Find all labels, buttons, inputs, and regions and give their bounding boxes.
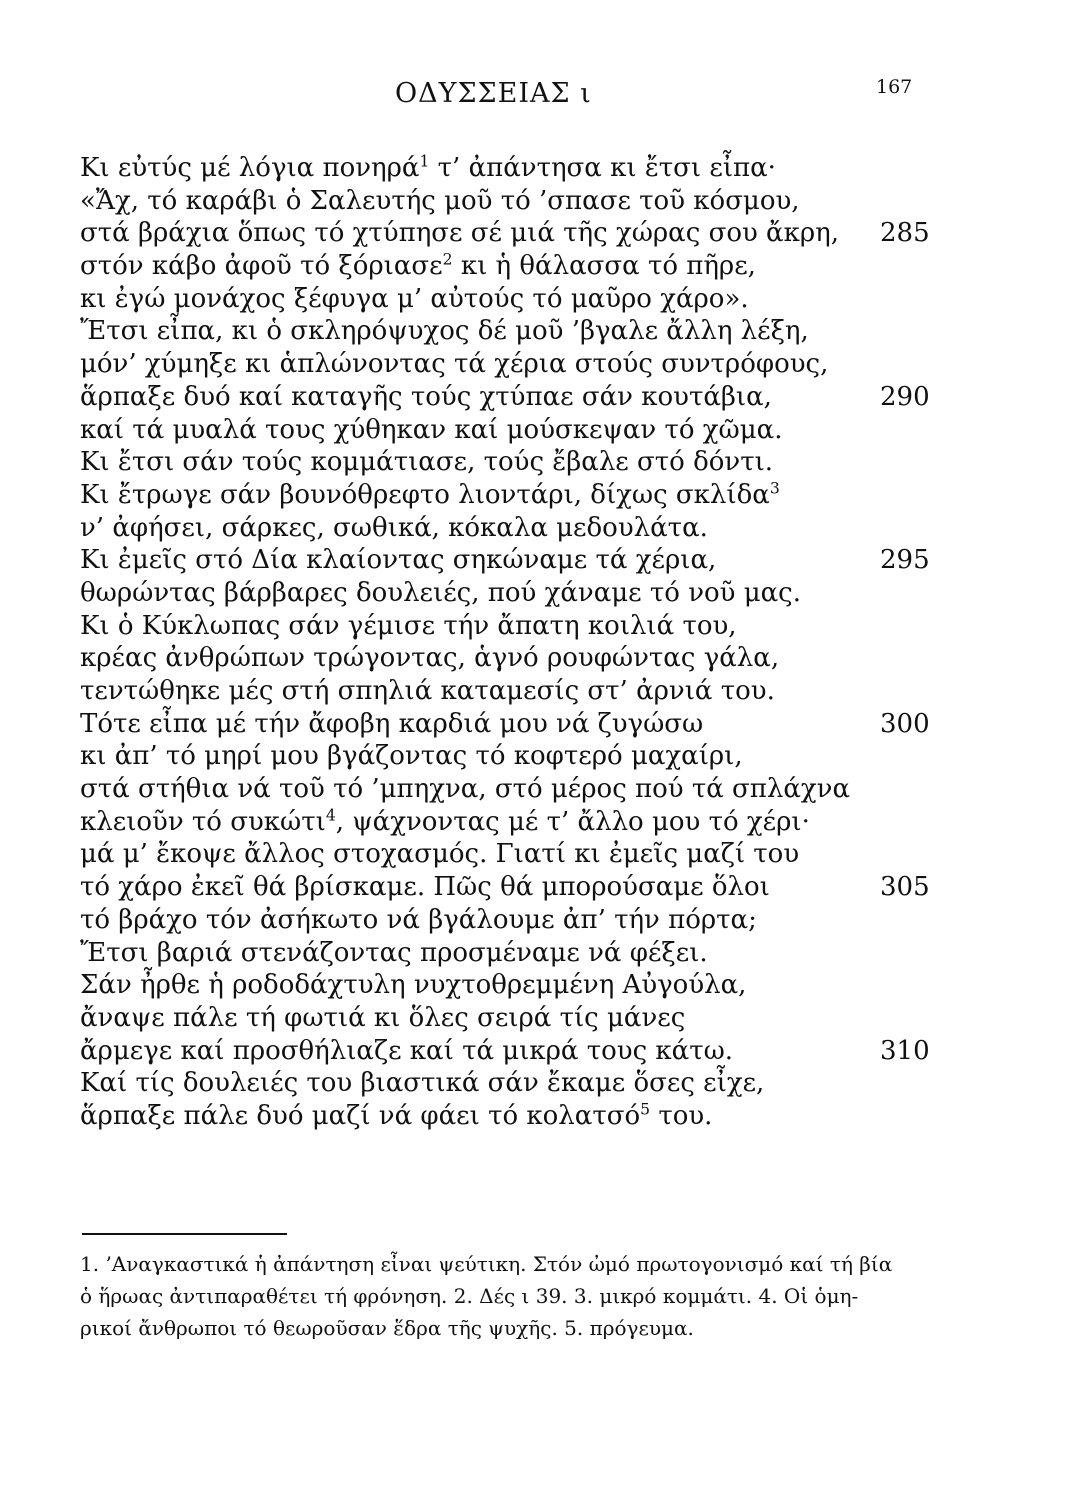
verse-number: 300 <box>880 708 930 739</box>
verse-line <box>80 1035 1000 1068</box>
verse-text: Καί τίς δουλειές του βιαστικά σάν ἔκαμε ὅσες εἶχε, <box>80 1068 765 1099</box>
verse-text: Ἔτσι εἶπα, κι ὁ σκληρόψυχος δέ μοῦ ’βγαλε ἄλλη λέξη, <box>80 316 809 347</box>
verse-line <box>80 675 1000 708</box>
footnote-marker: 1 <box>419 152 430 171</box>
verse-text: μόν’ χύμηξε κι ἁπλώνοντας τά χέρια στούς συντρόφους, <box>80 349 829 380</box>
verse-text: καί τά μυαλά τους χύθηκαν καί μούσκεψαν τό χῶμα. <box>80 414 783 445</box>
verse-text: Κι ἐμεῖς στό Δία κλαίοντας σηκώναμε τά χέρια, <box>80 545 717 576</box>
verse-line <box>80 871 1000 904</box>
verse-line <box>80 610 1000 643</box>
verse-line <box>80 642 1000 675</box>
footnote-marker: 2 <box>442 250 453 269</box>
verse-line <box>80 937 1000 970</box>
verse-text: Κι ἔτρωγε σάν βουνόθρεφτο λιοντάρι, δίχως σκλίδα$^3$ <box>80 479 780 510</box>
chapter-title: ΟΔΥΣΣΕΙΑΣ ι <box>395 78 592 109</box>
verse-line <box>80 904 1000 937</box>
verse-line <box>80 152 1000 185</box>
verse-line <box>80 773 1000 806</box>
footnote-marker: 4 <box>325 806 336 825</box>
verse-text: Σάν ἦρθε ἡ ροδοδάχτυλη νυχτοθρεμμένη Αὐγούλα, <box>80 970 747 1001</box>
verse-line <box>80 250 1000 283</box>
verse-line <box>80 217 1000 250</box>
verse-text: θωρώντας βάρβαρες δουλειές, πού χάναμε τό νοῦ μας. <box>80 577 802 608</box>
verse-number: 310 <box>880 1035 930 1066</box>
verse-text: τό βράχο τόν ἀσήκωτο νά βγάλουμε ἀπ’ τήν πόρτα; <box>80 904 757 935</box>
verse-number: 295 <box>880 545 930 576</box>
verse-line <box>80 577 1000 610</box>
footnote-line: ὁ ἥρωας ἀντιπαραθέτει τή φρόνηση. 2. Δές ι 39. 3. μικρό κομμάτι. 4. Οἱ ὁμη- <box>80 1284 859 1308</box>
footnote-marker: 3 <box>769 479 780 498</box>
verse-line <box>80 283 1000 316</box>
verse-line <box>80 512 1000 545</box>
verse-line <box>80 414 1000 447</box>
footnote-divider <box>82 1233 287 1235</box>
verse-text: τό χάρο ἐκεῖ θά βρίσκαμε. Πῶς θά μπορούσαμε ὅλοι <box>80 872 770 903</box>
verse-line <box>80 479 1000 512</box>
verse-line <box>80 838 1000 871</box>
verse-text: ἅρπαξε πάλε δυό μαζί νά φάει τό κολατσό$^5$ του. <box>80 1100 713 1131</box>
footnote-marker: 5 <box>640 1100 651 1119</box>
verse-text: Κι εὐτύς μέ λόγια πονηρά$^1$ τ’ ἀπάντησα κι ἔτσι εἶπα· <box>80 152 776 183</box>
verse-text: Τότε εἶπα μέ τήν ἄφοβη καρδιά μου νά ζυγώσω <box>80 708 704 739</box>
verse-text: κι ἐγώ μονάχος ξέφυγα μ’ αὐτούς τό μαῦρο χάρο». <box>80 283 749 314</box>
verse-line <box>80 740 1000 773</box>
verse-line <box>80 446 1000 479</box>
verse-number: 290 <box>880 381 930 412</box>
verse-text: κρέας ἀνθρώπων τρώγοντας, ἁγνό ρουφώντας γάλα, <box>80 643 780 674</box>
footnotes <box>80 1248 930 1344</box>
verse-number: 285 <box>880 218 930 249</box>
footnote-line: ρικοί ἄνθρωποι τό θεωροῦσαν ἕδρα τῆς ψυχῆς. 5. πρόγευμα. <box>80 1316 694 1340</box>
verse-line <box>80 806 1000 839</box>
verse-line <box>80 315 1000 348</box>
verse-text: Ἔτσι βαριά στενάζοντας προσμέναμε νά φέξει. <box>80 937 708 968</box>
verse-text: ν’ ἀφήσει, σάρκες, σωθικά, κόκαλα μεδουλάτα. <box>80 512 708 543</box>
verse-text: ἄρμεγε καί προσθήλιαζε καί τά μικρά τους κάτω. <box>80 1035 734 1066</box>
verse-text: κι ἀπ’ τό μηρί μου βγάζοντας τό κοφτερό μαχαίρι, <box>80 741 743 772</box>
verse-text: Κι ἔτσι σάν τούς κομμάτιασε, τούς ἔβαλε στό δόντι. <box>80 447 774 478</box>
verse-line <box>80 1002 1000 1035</box>
verse-text: «Ἄχ, τό καράβι ὁ Σαλευτής μοῦ τό ’σπασε τοῦ κόσμου, <box>80 185 800 216</box>
verse-text: Κι ὁ Κύκλωπας σάν γέμισε τήν ἄπατη κοιλιά του, <box>80 610 737 641</box>
verse-line <box>80 708 1000 741</box>
verse-text: τεντώθηκε μές στή σπηλιά καταμεσίς στ’ ἀρνιά του. <box>80 676 775 706</box>
verse-line <box>80 1100 1000 1133</box>
verse-number: 305 <box>880 872 930 903</box>
verse-line <box>80 1067 1000 1100</box>
verse-text: κλειοῦν τό συκώτι$^4$, ψάχνοντας μέ τ’ ἄλλο μου τό χέρι· <box>80 806 810 837</box>
verse-text: ἅρπαξε δυό καί καταγῆς τούς χτύπαε σάν κουτάβια, <box>80 381 772 412</box>
verse-text: στόν κάβο ἀφοῦ τό ξόριασε$^2$ κι ἡ θάλασσα τό πῆρε, <box>80 250 756 282</box>
footnote-line: 1. ’Αναγκαστικά ἡ ἀπάντηση εἶναι ψεύτικη. Στόν ὠμό πρωτογονισμό καί τή βία <box>80 1252 893 1276</box>
verse-text: στά βράχια ὅπως τό χτύπησε σέ μιά τῆς χώρας σου ἄκρη, <box>80 218 839 249</box>
verse-text: ἄναψε πάλε τή φωτιά κι ὅλες σειρά τίς μάνες <box>80 1002 686 1033</box>
verse-line <box>80 544 1000 577</box>
verse-text: στά στήθια νά τοῦ τό ’μπηχνα, στό μέρος πού τά σπλάχνα <box>80 774 851 805</box>
verse-text: μά μ’ ἔκοψε ἄλλος στοχασμός. Γιατί κι ἐμεῖς μαζί του <box>80 839 800 870</box>
poem-body <box>80 152 1000 1133</box>
page-number: 167 <box>876 76 913 98</box>
verse-line <box>80 348 1000 381</box>
verse-line <box>80 381 1000 414</box>
verse-line <box>80 185 1000 218</box>
verse-line <box>80 969 1000 1002</box>
